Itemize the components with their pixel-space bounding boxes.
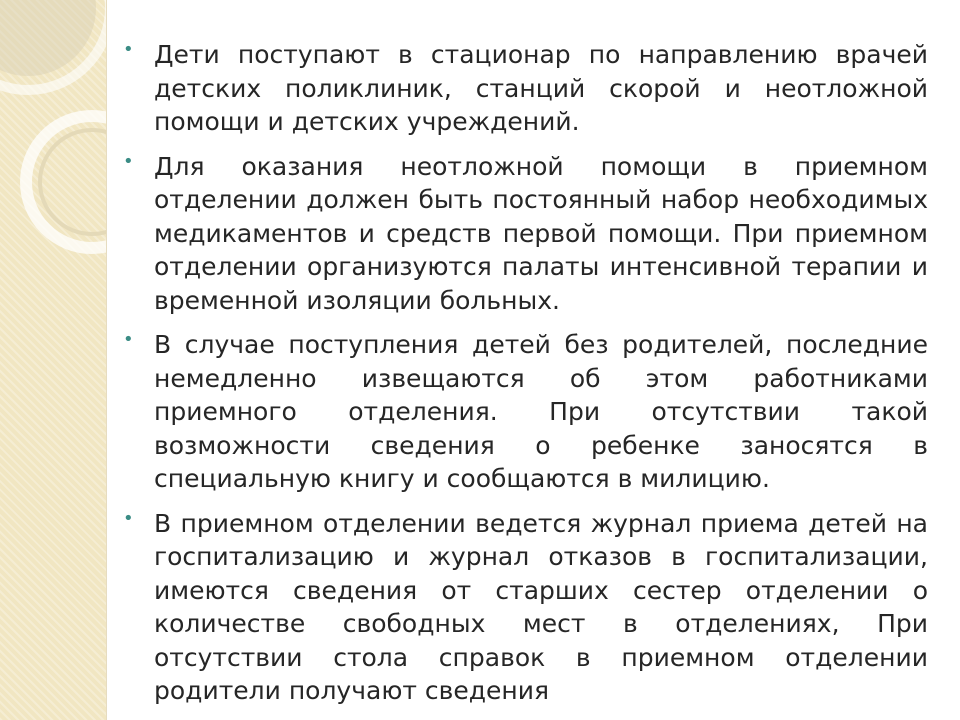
lower-ring-inner <box>40 130 106 234</box>
bullet-item <box>120 150 928 318</box>
slide-content <box>120 38 928 719</box>
bullet-text: В случае поступления детей без родителей, последние немедленно извещаются об этом работниками приемного отделения. При отсутствии такой возможности сведения о ребенке заносятся в специальную книгу и сообщаются в милицию. <box>154 330 928 493</box>
bullet-text: В приемном отделении ведется журнал приема детей на госпитализацию и журнал отказов в госпитализации, имеются сведения от старших сестер отделении о количестве свободных мест в отделениях, При отсутствии стола справок в приемном отделении родители получают сведения <box>154 508 928 705</box>
bullet-list <box>120 38 928 708</box>
decorative-side-panel <box>0 0 106 720</box>
bullet-text: Для оказания неотложной помощи в приемном отделении должен быть постоянный набор необходимых медикаментов и средств первой помощи. При приемном отделении организуются палаты интенсивной терапии и временной изоляции больных. <box>154 151 928 315</box>
bullet-dot-icon: • <box>123 329 134 350</box>
bullet-dot-icon: • <box>123 507 134 529</box>
bullet-item <box>120 328 928 496</box>
decorative-rings <box>0 0 106 720</box>
panel-edge <box>106 0 107 720</box>
bullet-text: Дети поступают в стационар по направлению врачей детских поликлиник, станций скорой и неотложной помощи и детских учреждений. <box>154 40 928 136</box>
bullet-dot-icon: • <box>123 39 134 60</box>
bullet-item <box>120 507 928 708</box>
bullet-item <box>120 38 928 139</box>
bullet-dot-icon: • <box>123 150 134 172</box>
